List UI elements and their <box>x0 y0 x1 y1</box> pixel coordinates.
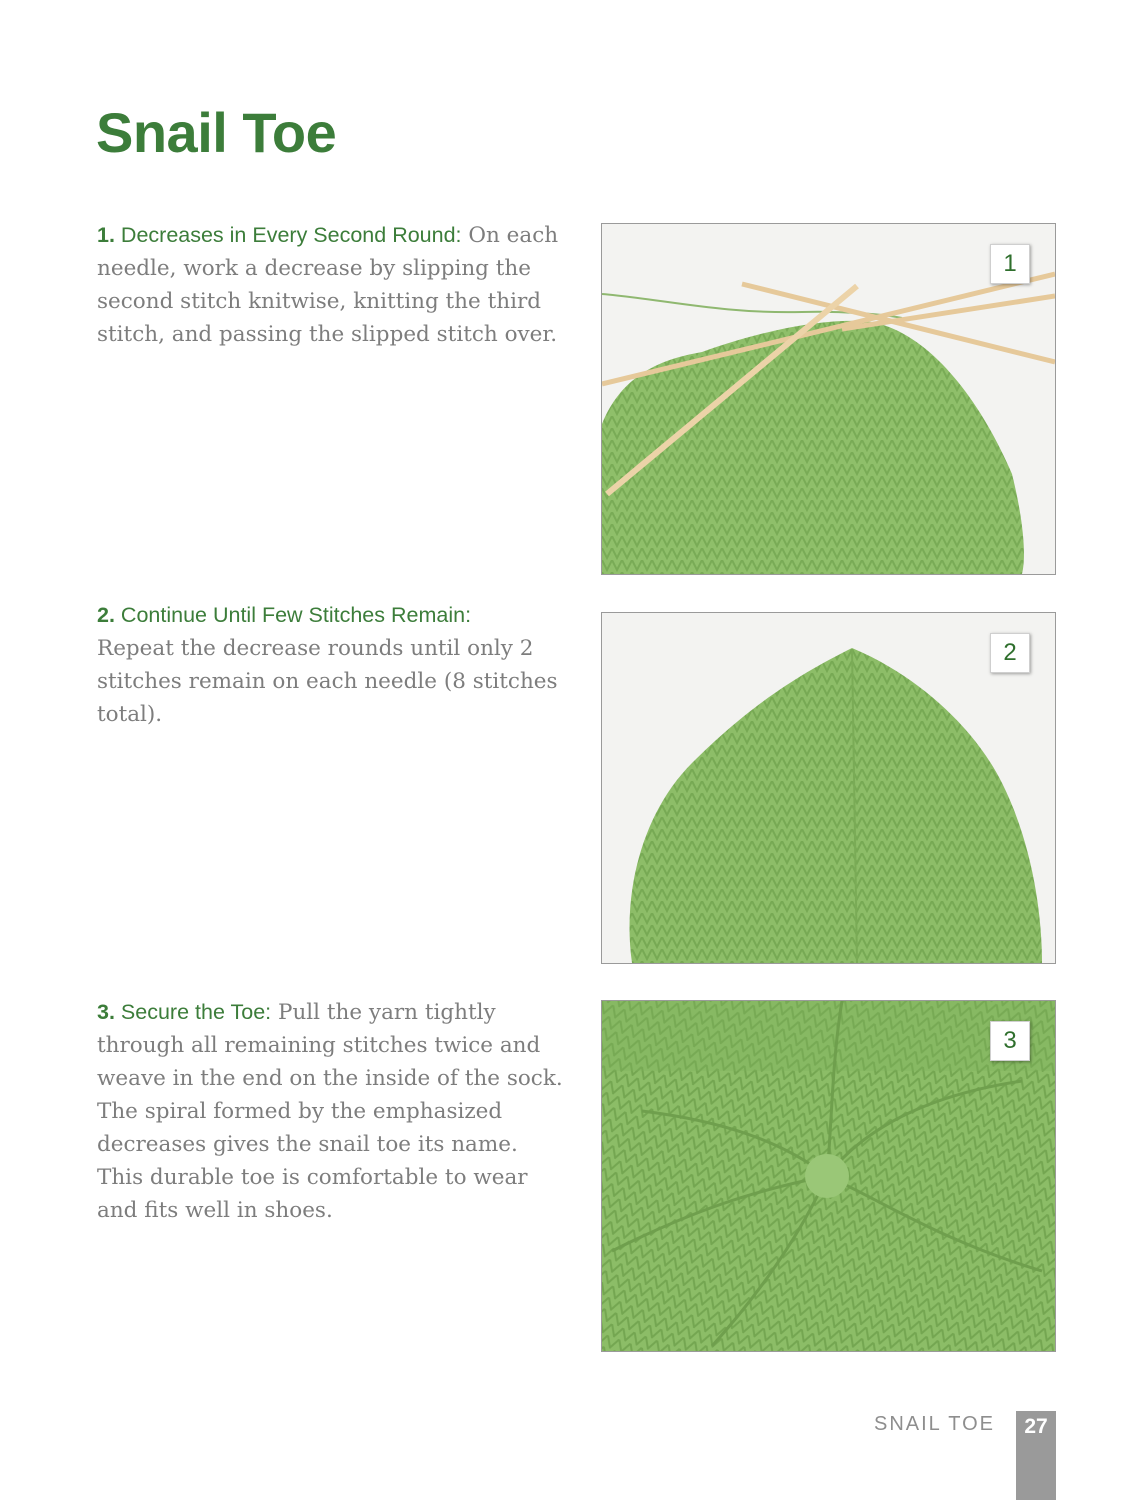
step-2-photo <box>601 612 1056 964</box>
knitting-on-needles-image <box>602 224 1055 574</box>
step-3-heading <box>97 1000 271 1024</box>
photo-number-badge: 2 <box>990 633 1030 673</box>
step-2-heading <box>97 603 471 627</box>
running-footer-section: SNAIL TOE <box>873 1413 995 1435</box>
step-2-number: 2. <box>97 603 115 627</box>
step-1-text <box>97 219 567 351</box>
step-2-text <box>97 599 567 731</box>
step-1-body: On each needle, work a decrease by slipping the second stitch knitwise, knitting the third stitch, and passing the slipped stitch over. <box>97 223 559 347</box>
page-number-tab <box>1016 1411 1056 1500</box>
pointed-sock-toe-image <box>602 613 1055 963</box>
step-2-body: Repeat the decrease rounds until only 2 stitches remain on each needle (8 stitches total). <box>97 636 558 727</box>
step-1-number: 1. <box>97 223 115 247</box>
step-1-title: Decreases in Every Second Round: <box>120 223 462 247</box>
step-3-photo <box>601 1000 1056 1352</box>
step-1-heading <box>97 223 462 247</box>
step-3-body: Pull the yarn tightly through all remaining stitches twice and weave in the end on the inside of the sock. The spiral formed by the emphasized decreases gives the snail toe its name. This durable toe is comfortable to wear and fits well in shoes. <box>97 1000 563 1223</box>
spiral-toe-closeup-image <box>602 1001 1055 1351</box>
photo-number-badge: 3 <box>990 1021 1030 1061</box>
step-2-title: Continue Until Few Stitches Remain: <box>120 603 472 627</box>
page-number: 27 <box>1024 1415 1048 1438</box>
step-3-title: Secure the Toe: <box>120 1000 272 1024</box>
photo-number-badge: 1 <box>990 244 1030 284</box>
step-1-photo <box>601 223 1056 575</box>
step-3-text <box>97 996 567 1227</box>
page-title: Snail Toe <box>96 101 337 164</box>
step-3-number: 3. <box>97 1000 115 1024</box>
